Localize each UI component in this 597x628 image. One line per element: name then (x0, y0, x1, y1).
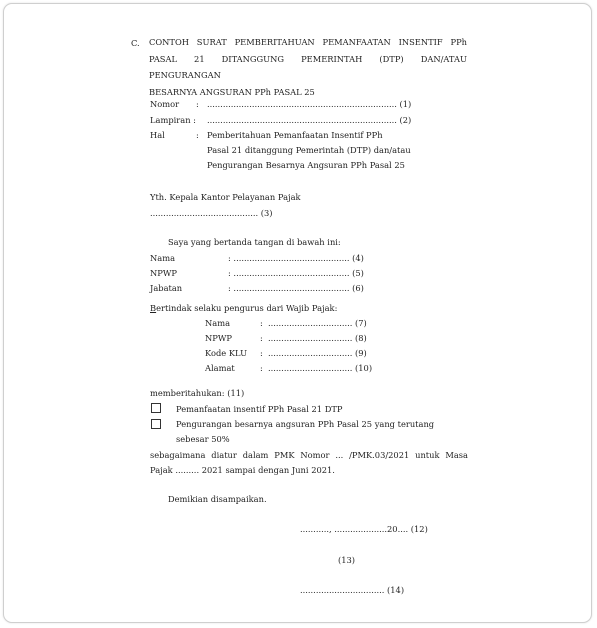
section-letter: C. (131, 38, 140, 48)
hal-colon: : (196, 130, 199, 140)
signatory-name-label: Nama (150, 253, 176, 263)
taxpayer-klu-colon: : (260, 348, 263, 358)
taxpayer-intro-rest: ertindak selaku pengurus dari Wajib Pajak: (156, 303, 338, 313)
option-checkbox-dtp[interactable] (151, 403, 161, 413)
taxpayer-intro (150, 303, 337, 313)
option-label-dtp: Pemanfaatan insentif PPh Pasal 21 DTP (176, 404, 343, 414)
lampiran-value: ........................................................................ (2) (207, 115, 412, 125)
signatory-npwp-value: : ............................................ (5) (228, 268, 364, 278)
hal-line-2: Pasal 21 ditanggung Pemerintah (DTP) dan/atau (207, 145, 411, 155)
signer-name-line: ................................ (14) (300, 585, 405, 595)
taxpayer-npwp-colon: : (260, 333, 263, 343)
signatory-name-value: : ............................................ (4) (228, 253, 364, 263)
signature-marker: (13) (338, 555, 356, 565)
taxpayer-address-colon: : (260, 363, 263, 373)
hal-label: Hal (150, 130, 165, 140)
taxpayer-klu-value: ................................ (9) (268, 348, 367, 358)
section-heading (149, 34, 467, 100)
nomor-value: ........................................................................ (1) (207, 99, 412, 109)
signatory-npwp-label: NPWP (150, 268, 177, 278)
heading-line-3: BESARNYA ANGSURAN PPh PASAL 25 (149, 86, 315, 97)
taxpayer-address-value: ................................ (10) (268, 363, 373, 373)
option-label-angsuran-line-1: Pengurangan besarnya angsuran PPh Pasal 25 yang terutang (176, 419, 435, 429)
lampiran-label: Lampiran : (150, 115, 196, 125)
taxpayer-intro-initial: B (150, 303, 157, 313)
recipient-line-1: Yth. Kepala Kantor Pelayanan Pajak (150, 192, 301, 202)
taxpayer-klu-label: Kode KLU (205, 348, 248, 358)
recipient-line-2: ......................................... (3) (150, 208, 273, 218)
closing-text: Demikian disampaikan. (168, 494, 267, 504)
notice-intro: memberitahukan: (11) (150, 388, 245, 398)
heading-line-2: PASAL 21 DITANGGUNG PEMERINTAH (DTP) DAN/ATAU PENGURANGAN (149, 53, 467, 81)
signatory-intro: Saya yang bertanda tangan di bawah ini: (168, 237, 341, 247)
heading-line-1: CONTOH SURAT PEMBERITAHUAN PEMANFAATAN INSENTIF PPh (149, 37, 467, 47)
option-label-angsuran-line-2: sebesar 50% (176, 434, 230, 444)
nomor-colon: : (196, 99, 199, 109)
signatory-jabatan-label: Jabatan (150, 283, 183, 293)
taxpayer-name-label: Nama (205, 318, 231, 328)
regulation-line-1: sebagaimana diatur dalam PMK Nomor ... /PMK.03/2021 untuk Masa (150, 450, 468, 460)
taxpayer-address-label: Alamat (205, 363, 235, 373)
option-checkbox-angsuran[interactable] (151, 419, 161, 429)
place-date-line: ..........., ....................20.... (12) (300, 524, 428, 534)
taxpayer-npwp-label: NPWP (205, 333, 232, 343)
regulation-line-2: Pajak ......... 2021 sampai dengan Juni 2021. (150, 465, 335, 475)
nomor-label: Nomor (150, 99, 180, 109)
taxpayer-name-colon: : (260, 318, 263, 328)
taxpayer-name-value: ................................ (7) (268, 318, 367, 328)
signatory-jabatan-value: : ............................................ (6) (228, 283, 364, 293)
hal-line-3: Pengurangan Besarnya Angsuran PPh Pasal 25 (207, 160, 405, 170)
taxpayer-npwp-value: ................................ (8) (268, 333, 367, 343)
hal-line-1: Pemberitahuan Pemanfaatan Insentif PPh (207, 130, 383, 140)
